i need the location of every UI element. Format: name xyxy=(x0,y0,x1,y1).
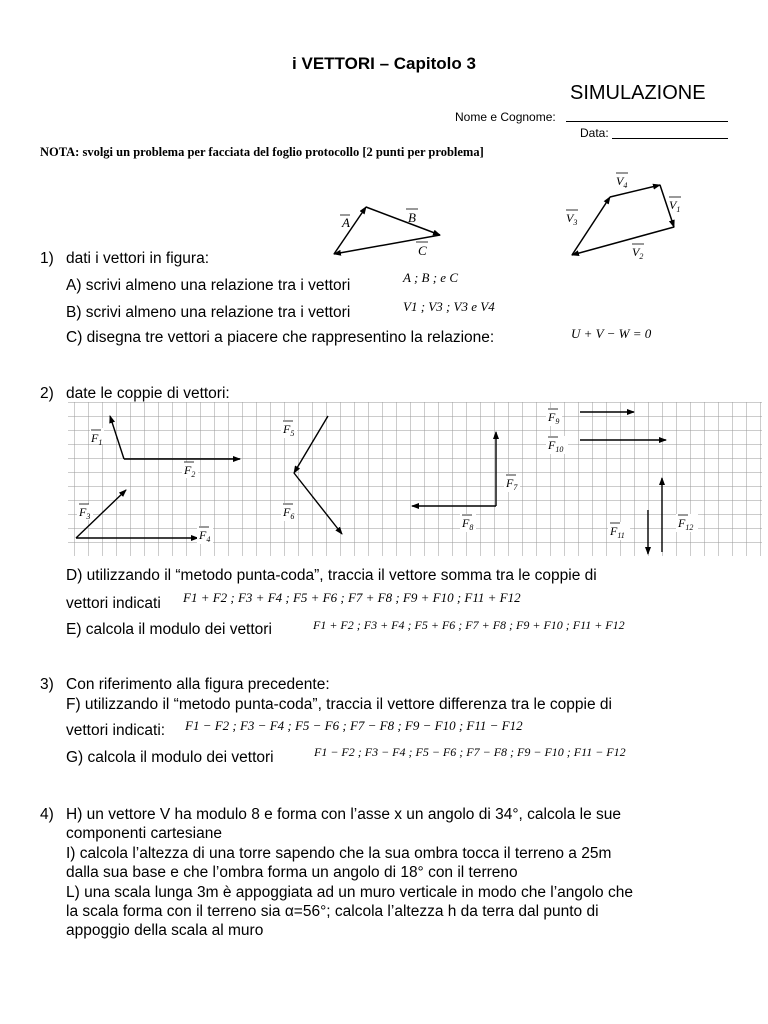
date-field[interactable] xyxy=(612,138,728,139)
q1-a-math: A ; B ; e C xyxy=(403,270,458,285)
label-v4: $V_4$ xyxy=(616,174,628,190)
q2-number: 2) xyxy=(40,385,54,402)
q1-intro: dati i vettori in figura: xyxy=(66,250,210,267)
q1-number: 1) xyxy=(40,250,54,267)
vector-a xyxy=(334,207,366,254)
label-v3: $V_3$ xyxy=(566,211,578,227)
q2-d-line1: D) utilizzando il “metodo punta-coda”, traccia il vettore somma tra le coppie di xyxy=(66,567,597,584)
vector-b xyxy=(366,207,440,235)
label-f1: $F_1$ xyxy=(91,431,103,447)
q4-i-line2: dalla sua base e che l’ombra forma un angolo di 18° con il terreno xyxy=(66,864,518,881)
q4-number: 4) xyxy=(40,806,54,823)
q2-d-line2: vettori indicati xyxy=(66,595,161,612)
label-f2: $F_2$ xyxy=(184,463,196,479)
date-label: Data: xyxy=(580,126,609,140)
q2-e-math: F1 + F2 ; F3 + F4 ; F5 + F6 ; F7 + F8 ; F9 + F10 ; F11 + F12 xyxy=(313,618,625,632)
label-f10: $F_{10}$ xyxy=(548,438,564,454)
label-f5: $F_5$ xyxy=(283,422,295,438)
label-a: A xyxy=(342,215,350,230)
q1-b-text: B) scrivi almeno una relazione tra i vettori xyxy=(66,304,351,321)
label-f4: $F_4$ xyxy=(199,528,211,544)
q1-c-text: C) disegna tre vettori a piacere che rappresentino la relazione: xyxy=(66,329,495,346)
q3-intro: Con riferimento alla figura precedente: xyxy=(66,676,330,693)
q3-f-math: F1 − F2 ; F3 − F4 ; F5 − F6 ; F7 − F8 ; F9 − F10 ; F11 − F12 xyxy=(185,718,523,733)
q4-h-line1: H) un vettore V ha modulo 8 e forma con l’asse x un angolo di 34°, calcola le sue xyxy=(66,806,622,823)
q4-h-line2: componenti cartesiane xyxy=(66,825,222,842)
q4-i-line1: I) calcola l’altezza di una torre sapendo che la sua ombra tocca il terreno a 25m xyxy=(66,845,612,862)
q2-d-math: F1 + F2 ; F3 + F4 ; F5 + F6 ; F7 + F8 ; F9 + F10 ; F11 + F12 xyxy=(183,590,521,605)
label-f6: $F_6$ xyxy=(283,505,295,521)
q3-number: 3) xyxy=(40,676,54,693)
label-v2: $V_2$ xyxy=(632,245,644,261)
q3-f-line2: vettori indicati: xyxy=(66,722,166,739)
label-f7: $F_7$ xyxy=(506,476,518,492)
name-field[interactable] xyxy=(566,121,728,122)
label-b: B xyxy=(408,210,416,225)
q4-l-line1: L) una scala lunga 3m è appoggiata ad un muro verticale in modo che l’angolo che xyxy=(66,884,633,901)
label-f9: $F_9$ xyxy=(548,410,560,426)
q3-g-math: F1 − F2 ; F3 − F4 ; F5 − F6 ; F7 − F8 ; F9 − F10 ; F11 − F12 xyxy=(314,745,626,759)
vectors-figure xyxy=(320,165,700,265)
q1-b-math: V1 ; V3 ; V3 e V4 xyxy=(403,299,495,314)
label-v1: $V_1$ xyxy=(669,198,681,214)
q3-f-line1: F) utilizzando il “metodo punta-coda”, traccia il vettore differenza tra le coppie di xyxy=(66,696,612,713)
q1-c-math: U + V − W = 0 xyxy=(571,326,652,341)
q2-intro: date le coppie di vettori: xyxy=(66,385,230,402)
nota-text: NOTA: svolgi un problema per facciata del foglio protocollo [2 punti per problema] xyxy=(40,145,484,159)
q2-e-text: E) calcola il modulo dei vettori xyxy=(66,621,272,638)
q4-l-line2: la scala forma con il terreno sia α=56°; calcola l’altezza h da terra dal punto di xyxy=(66,903,599,920)
label-c: C xyxy=(418,243,427,258)
label-f12: $F_{12}$ xyxy=(678,516,694,532)
page-subtitle: SIMULAZIONE xyxy=(570,82,706,104)
grid-background xyxy=(68,402,762,556)
grid-vectors-figure xyxy=(60,402,765,562)
name-label: Nome e Cognome: xyxy=(455,110,556,124)
q4-l-line3: appoggio della scala al muro xyxy=(66,922,264,939)
page-title: i VETTORI – Capitolo 3 xyxy=(292,54,476,73)
q3-g-text: G) calcola il modulo dei vettori xyxy=(66,749,274,766)
label-f11: $F_{11}$ xyxy=(610,524,625,540)
label-f3: $F_3$ xyxy=(79,505,91,521)
q1-a-text: A) scrivi almeno una relazione tra i vettori xyxy=(66,277,351,294)
label-f8: $F_8$ xyxy=(462,516,474,532)
